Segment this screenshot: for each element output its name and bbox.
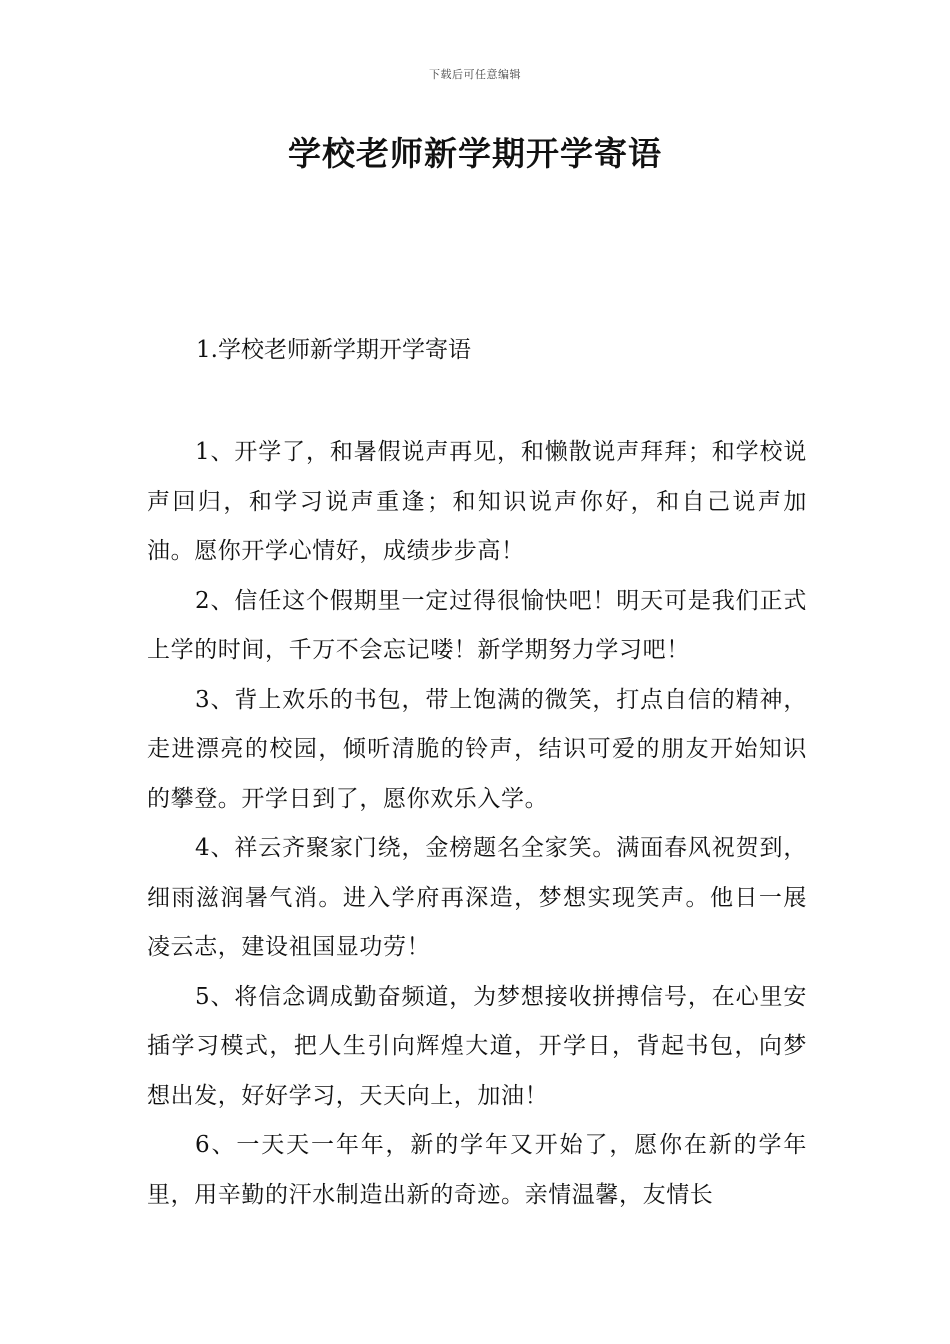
page-title: 学校老师新学期开学寄语	[288, 134, 662, 173]
header-note: 下载后可任意编辑	[429, 68, 521, 81]
paragraph-5: 5、将信念调成勤奋频道，为梦想接收拼搏信号，在心里安插学习模式，把人生引向辉煌大道，开学日，背起书包，向梦想出发，好好学习，天天向上，加油！	[147, 983, 807, 1109]
paragraph-4: 4、祥云齐聚家门绕，金榜题名全家笑。满面春风祝贺到，细雨滋润暑气消。进入学府再深造，梦想实现笑声。他日一展凌云志，建设祖国显功劳！	[147, 835, 807, 960]
body-text	[147, 428, 807, 1220]
paragraph-2: 2、信任这个假期里一定过得很愉快吧！明天可是我们正式上学的时间，千万不会忘记喽！新学期努力学习吧！	[147, 587, 807, 663]
section-heading: 1.学校老师新学期开学寄语	[196, 337, 471, 363]
paragraph-3: 3、背上欢乐的书包，带上饱满的微笑，打点自信的精神，走进漂亮的校园，倾听清脆的铃声，结识可爱的朋友开始知识的攀登。开学日到了，愿你欢乐入学。	[147, 686, 807, 812]
paragraph-6: 6、一天天一年年，新的学年又开始了，愿你在新的学年里，用辛勤的汗水制造出新的奇迹。亲情温馨，友情长	[147, 1132, 807, 1208]
paragraph-1: 1、开学了，和暑假说声再见，和懒散说声拜拜；和学校说声回归，和学习说声重逢；和知识说声你好，和自己说声加油。愿你开学心情好，成绩步步高！	[147, 439, 807, 564]
